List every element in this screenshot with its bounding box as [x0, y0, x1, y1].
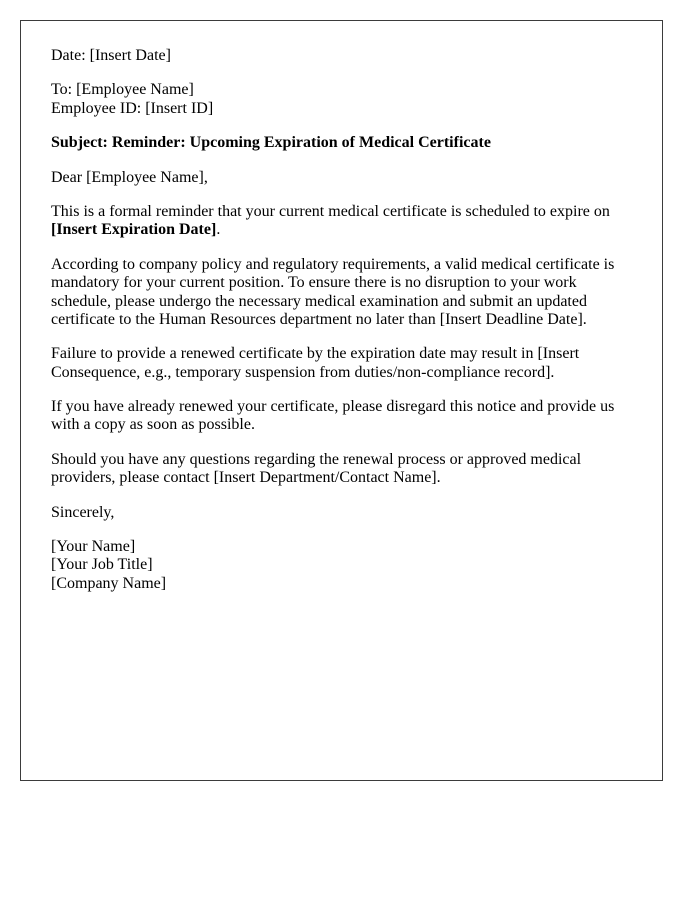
letter-frame: [20, 20, 663, 781]
paragraph-policy: [51, 256, 644, 330]
reminder-period: .: [216, 221, 221, 239]
policy-line-3: schedule, please undergo the necessary medical examination and submit an updated: [51, 292, 587, 310]
paragraph-expiration-reminder: [51, 203, 644, 240]
subject-line: Subject: Reminder: Upcoming Expiration of Medical Certificate: [51, 134, 491, 152]
paragraph-questions: [51, 451, 644, 488]
already-renewed-line-2: with a copy as soon as possible.: [51, 416, 255, 434]
recipient-block: [51, 81, 644, 118]
paragraph-already-renewed: [51, 398, 644, 435]
signature-name: [Your Name]: [51, 538, 136, 556]
policy-line-1: According to company policy and regulatory requirements, a valid medical certificate is: [51, 255, 615, 273]
salutation: Dear [Employee Name],: [51, 168, 208, 186]
signature-block: [51, 538, 644, 593]
signature-job-title: [Your Job Title]: [51, 556, 153, 574]
paragraph-consequence: [51, 345, 644, 382]
policy-line-2: mandatory for your current position. To ensure there is no disruption to your work: [51, 274, 577, 292]
questions-line-1: Should you have any questions regarding the renewal process or approved medical: [51, 450, 582, 468]
policy-line-4: certificate to the Human Resources department no later than [Insert Deadline Date].: [51, 310, 587, 328]
closing-line: Sincerely,: [51, 503, 115, 521]
to-line: To: [Employee Name]: [51, 81, 194, 99]
date-line: Date: [Insert Date]: [51, 47, 171, 64]
reminder-line-1: This is a formal reminder that your current medical certificate is scheduled to expire on: [51, 202, 610, 220]
employee-id-line: Employee ID: [Insert ID]: [51, 99, 214, 117]
questions-line-2: providers, please contact [Insert Department/Contact Name].: [51, 469, 441, 487]
expiration-date-placeholder: [Insert Expiration Date]: [51, 221, 217, 239]
consequence-line-2: Consequence, e.g., temporary suspension from duties/non-compliance record].: [51, 363, 555, 381]
consequence-line-1: Failure to provide a renewed certificate by the expiration date may result in [Insert: [51, 345, 580, 363]
already-renewed-line-1: If you have already renewed your certificate, please disregard this notice and provide us: [51, 398, 615, 416]
signature-company: [Company Name]: [51, 574, 167, 592]
